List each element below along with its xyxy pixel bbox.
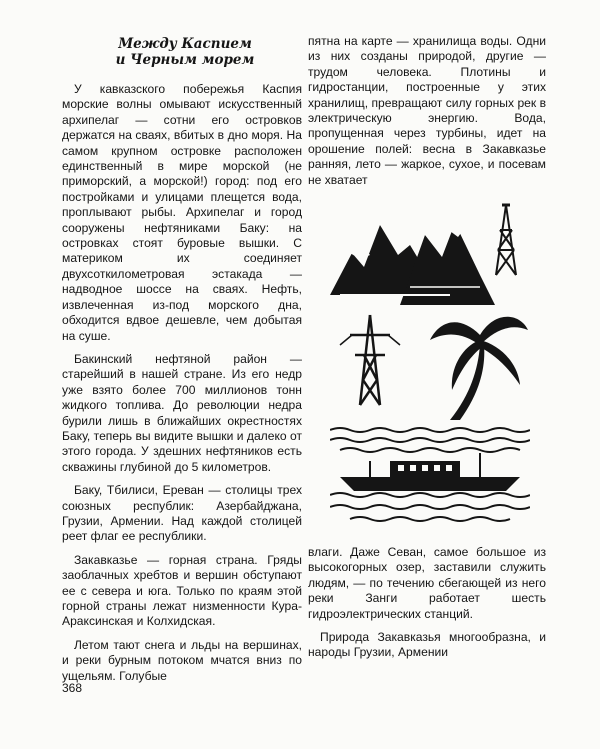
oil-derrick — [496, 205, 516, 275]
right-column-bottom — [308, 545, 546, 669]
power-pylon — [340, 315, 400, 405]
illustration — [330, 195, 530, 535]
mountains-illustration — [330, 215, 495, 305]
article-title — [68, 36, 302, 68]
paragraph-5: Летом тают снега и льды на вершинах, и реки бурным потоком мчатся вниз по ущельям. Голубые — [62, 637, 302, 683]
paragraph-7: влаги. Даже Севан, самое большое из высокогорных озер, заставили служить людям, — по течению сбегающей из него реки Занги работает шесть гидроэлектрических станций. — [308, 545, 546, 621]
paragraph-4: Закавказье — горная страна. Гряды заоблачных хребтов и вершин обступают ее с севера и юга. Только по краям этой горной страны лежат низменности Кура-Араксинская и Колхидская. — [62, 552, 302, 629]
paragraph-8: Природа Закавказья многообразна, и народы Грузии, Армении — [308, 630, 546, 660]
title-line-2: и Черным морем — [115, 52, 255, 68]
page-number: 368 — [62, 681, 83, 695]
paragraph-3: Баку, Тбилиси, Ереван — столицы трех союзных республик: Азербайджана, Грузии, Армении. Над каждой столицей реет флаг ее республики. — [62, 483, 302, 544]
paragraph-6: пятна на карте — хранилища воды. Одни из них созданы природой, другие — трудом человека. Плотины и гидростанции, построенные у этих хранилищ, превращают силу горных рек в электрическую энергию. Вода, пропущенная через турбины, идет на орошение полей: весна в Закавказье ранняя, лето — жаркое, сухое, и посевам не хватает — [308, 34, 546, 187]
paragraph-1: У кавказского побережья Каспия морские волны омывают искусственный архипелаг — сотни его островков держатся на сваях, вбитых в дно моря. На самом крупном островке расположен единственный в мире морской (не приморский, а морской!) город: под его постройками и улицами плещется вода, проплывают рыбы. Архипелаг и город сооружены нефтяниками Баку: на островках стоят буровые вышки. С материком их соединяет двухсоткилометровая эстакада — надводное шоссе на сваях. Нефть, извлеченная из-под морского дна, обходится вдвое дешевле, чем добытая на суше. — [62, 82, 302, 343]
paragraph-2: Бакинский нефтяной район — старейший в нашей стране. Из его недр уже взято более 700 миллионов тонн жидкого топлива. До революции недра бурили лишь в ближайших окрестностях Баку, теперь вы видите вышки и далеко от этого города. У здешних нефтяников есть скважины глубиной до 5 километров. — [62, 351, 302, 474]
right-column-top — [308, 34, 546, 196]
left-column — [62, 34, 302, 692]
ship — [340, 453, 520, 491]
palm-tree — [430, 317, 528, 420]
title-line-1: Между Каспием — [118, 36, 252, 52]
